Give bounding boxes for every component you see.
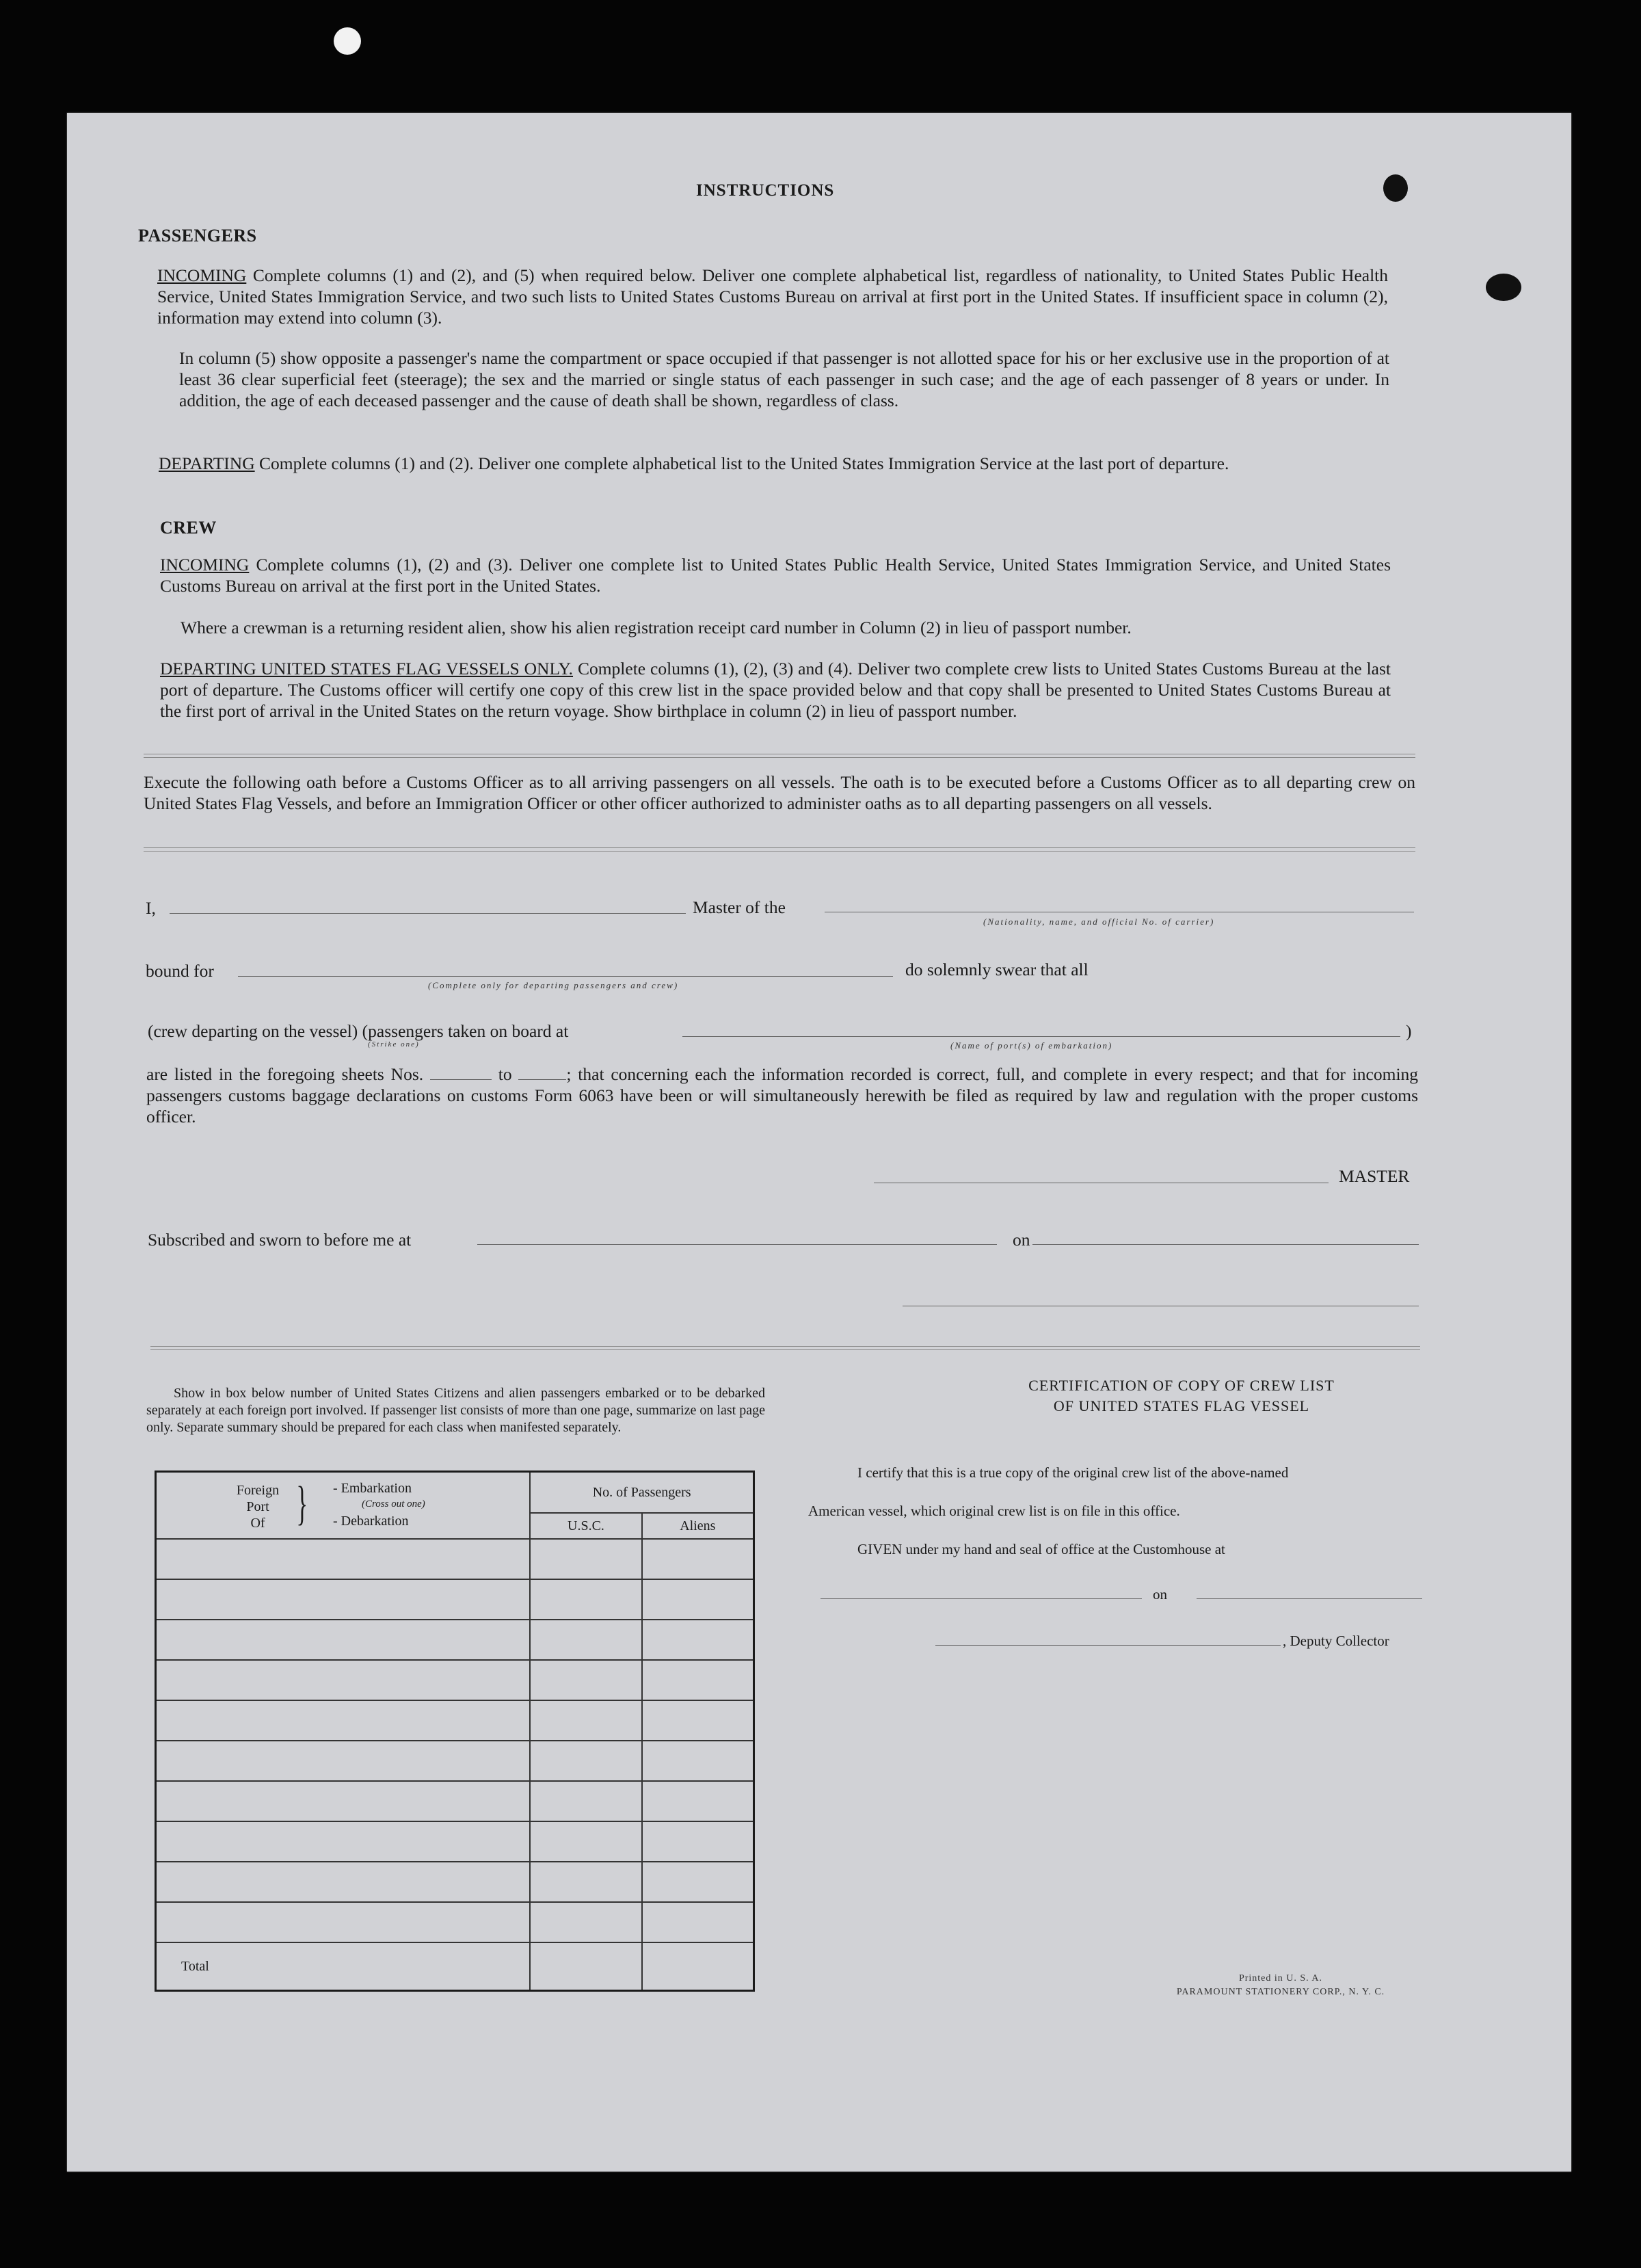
usc-header: U.S.C. xyxy=(530,1513,641,1539)
incoming-label: INCOMING xyxy=(157,265,247,285)
port-header-cell xyxy=(156,1472,531,1540)
certification-on-label: on xyxy=(1153,1586,1167,1603)
deputy-signature-line[interactable] xyxy=(935,1645,1281,1646)
sworn-date-line[interactable] xyxy=(1032,1244,1419,1245)
passenger-summary-table xyxy=(155,1471,755,1992)
crew-departing-text: Complete columns (1), (2), (3) and (4). Deliver two complete crew lists to United States Customs Bureau at the last port of departure. The Customs officer will certify one copy of this crew list in the space provided below and that copy shall be presented to United States Customs Bureau at the first port of arrival in the United States on the return voyage. Show birthplace in column (2) in lieu of passport number. xyxy=(160,659,1391,721)
crew-incoming-paragraph xyxy=(160,554,1391,596)
table-row xyxy=(156,1902,754,1942)
subscribed-text: Subscribed and sworn to before me at xyxy=(148,1230,412,1250)
oath-i-label: I, xyxy=(146,898,156,918)
crew-incoming-label: INCOMING xyxy=(160,555,250,575)
passengers-incoming-paragraph xyxy=(157,265,1388,328)
total-label: Total xyxy=(156,1942,531,1991)
foreign-label: Foreign xyxy=(236,1483,280,1498)
of-label: Of xyxy=(250,1516,265,1531)
crew-heading: CREW xyxy=(160,518,217,538)
punch-hole xyxy=(1383,174,1408,202)
aliens-header: Aliens xyxy=(642,1513,754,1539)
certify-line-1: I certify that this is a true copy of the original crew list of the above-named xyxy=(857,1464,1289,1481)
passengers-departing-paragraph xyxy=(159,453,1389,474)
total-aliens-cell[interactable] xyxy=(642,1942,754,1991)
table-row xyxy=(156,1539,754,1579)
port-label: Port xyxy=(246,1499,269,1514)
column5-paragraph: In column (5) show opposite a passenger's name the compartment or space occupied if that passenger is not allotted space for his or her exclusive use in the proportion of at least 36 clear superficial feet (steerage); the sex and the married or single status of each passenger in such case; and the age of each passenger of 8 years or under. In addition, the age of each deceased passenger and the cause of death shall be shown, regardless of class. xyxy=(179,348,1389,410)
debarkation-label: - Debarkation xyxy=(333,1514,409,1529)
departing-label: DEPARTING xyxy=(159,453,255,473)
oath-intro: Execute the following oath before a Customs Officer as to all arriving passengers on all vessels. The oath is to be executed before a Customs Officer as to all departing crew on United States Flag Vessels, and before an Immigration Officer or other officer authorized to administer oaths as to all departing passengers on all vessels. xyxy=(144,772,1415,813)
table-row xyxy=(156,1620,754,1660)
certification-date-line[interactable] xyxy=(1197,1598,1422,1599)
sworn-place-line[interactable] xyxy=(477,1244,997,1245)
close-paren: ) xyxy=(1406,1021,1412,1041)
listed-paragraph xyxy=(146,1064,1418,1127)
crew-departing-text: (crew departing on the vessel) (passengers taken on board at xyxy=(148,1021,569,1041)
table-row xyxy=(156,1741,754,1781)
embarkation-port-line[interactable] xyxy=(682,1036,1400,1037)
printed-in-usa: Printed in U. S. A. xyxy=(1238,1973,1323,1983)
divider xyxy=(144,847,1415,852)
master-name-line[interactable] xyxy=(170,913,686,914)
cross-out-note: (Cross out one) xyxy=(362,1499,425,1509)
solemnly-swear-text: do solemnly swear that all xyxy=(905,960,1089,979)
total-usc-cell[interactable] xyxy=(530,1942,641,1991)
listed-text-b: ; that concerning each the information recorded is correct, full, and complete in every respect; and that for incoming passengers customs baggage declarations on customs Form 6063 have been or will simultaneously herewith be filed as required by law and regulation with the proper customs officer. xyxy=(146,1064,1419,1126)
printer-name: PARAMOUNT STATIONERY CORP., N. Y. C. xyxy=(1176,1987,1385,1997)
incoming-text: Complete columns (1) and (2), and (5) when required below. Deliver one complete alphabetical list, regardless of nationality, to United States Public Health Service, United States Immigration Service, and two such lists to United States Customs Bureau on arrival at first port in the United States. If insufficient space in column (2), information may extend into column (3). xyxy=(157,265,1389,328)
sheet-from-line[interactable] xyxy=(430,1079,492,1080)
listed-to: to xyxy=(498,1064,512,1084)
total-row xyxy=(156,1942,754,1991)
resident-alien-paragraph: Where a crewman is a returning resident alien, show his alien registration receipt card number in Column (2) in lieu of passport number. xyxy=(181,618,1132,637)
table-row xyxy=(156,1700,754,1741)
strike-one-note: (Strike one) xyxy=(368,1040,420,1049)
sworn-on-label: on xyxy=(1013,1230,1030,1250)
summary-instructions: Show in box below number of United States Citizens and alien passengers embarked or to be debarked separately at each foreign port involved. If passenger list consists of more than one page, summarize on last page only. Separate summary should be prepared for each class when manifested separately. xyxy=(146,1386,765,1435)
scan-blot xyxy=(334,27,361,55)
no-of-passengers-header: No. of Passengers xyxy=(530,1472,753,1514)
brace-symbol: } xyxy=(296,1477,308,1530)
ports-note: (Name of port(s) of embarkation) xyxy=(950,1040,1113,1051)
page-title: INSTRUCTIONS xyxy=(696,181,835,200)
table-row xyxy=(156,1660,754,1700)
customhouse-line[interactable] xyxy=(820,1598,1142,1599)
bound-for-label: bound for xyxy=(146,961,214,981)
master-of-the-label: Master of the xyxy=(693,897,786,917)
crew-departing-paragraph xyxy=(160,658,1391,722)
sheet-to-line[interactable] xyxy=(518,1079,566,1080)
master-label: MASTER xyxy=(1339,1166,1410,1186)
divider xyxy=(150,1346,1420,1350)
table-row xyxy=(156,1579,754,1620)
form-page xyxy=(67,113,1571,2172)
table-row xyxy=(156,1862,754,1902)
embarkation-label: - Embarkation xyxy=(333,1481,412,1496)
certify-line-2: American vessel, which original crew list is on file in this office. xyxy=(808,1503,1180,1519)
carrier-note: (Nationality, name, and official No. of carrier) xyxy=(983,917,1215,927)
certification-heading-2: OF UNITED STATES FLAG VESSEL xyxy=(1053,1397,1310,1414)
divider xyxy=(144,754,1415,758)
listed-text-a: are listed in the foregoing sheets Nos. xyxy=(146,1064,424,1084)
table-row xyxy=(156,1821,754,1862)
bound-note: (Complete only for departing passengers and crew) xyxy=(428,980,679,990)
table-row xyxy=(156,1781,754,1821)
certification-heading-1: CERTIFICATION OF COPY OF CREW LIST xyxy=(1028,1377,1335,1394)
crew-incoming-text: Complete columns (1), (2) and (3). Deliver one complete list to United States Public Health Service, United States Immigration Service, and United States Customs Bureau on arrival at the first port in the United States. xyxy=(160,555,1391,596)
passengers-heading: PASSENGERS xyxy=(138,226,257,246)
crew-departing-label: DEPARTING UNITED STATES FLAG VESSELS ONLY. xyxy=(160,659,574,678)
departing-text: Complete columns (1) and (2). Deliver one complete alphabetical list to the United States Immigration Service at the last port of departure. xyxy=(259,453,1229,473)
destination-line[interactable] xyxy=(238,976,893,977)
punch-hole xyxy=(1486,274,1521,301)
deputy-collector-label: , Deputy Collector xyxy=(1283,1633,1389,1649)
given-line: GIVEN under my hand and seal of office at the Customhouse at xyxy=(857,1541,1225,1557)
